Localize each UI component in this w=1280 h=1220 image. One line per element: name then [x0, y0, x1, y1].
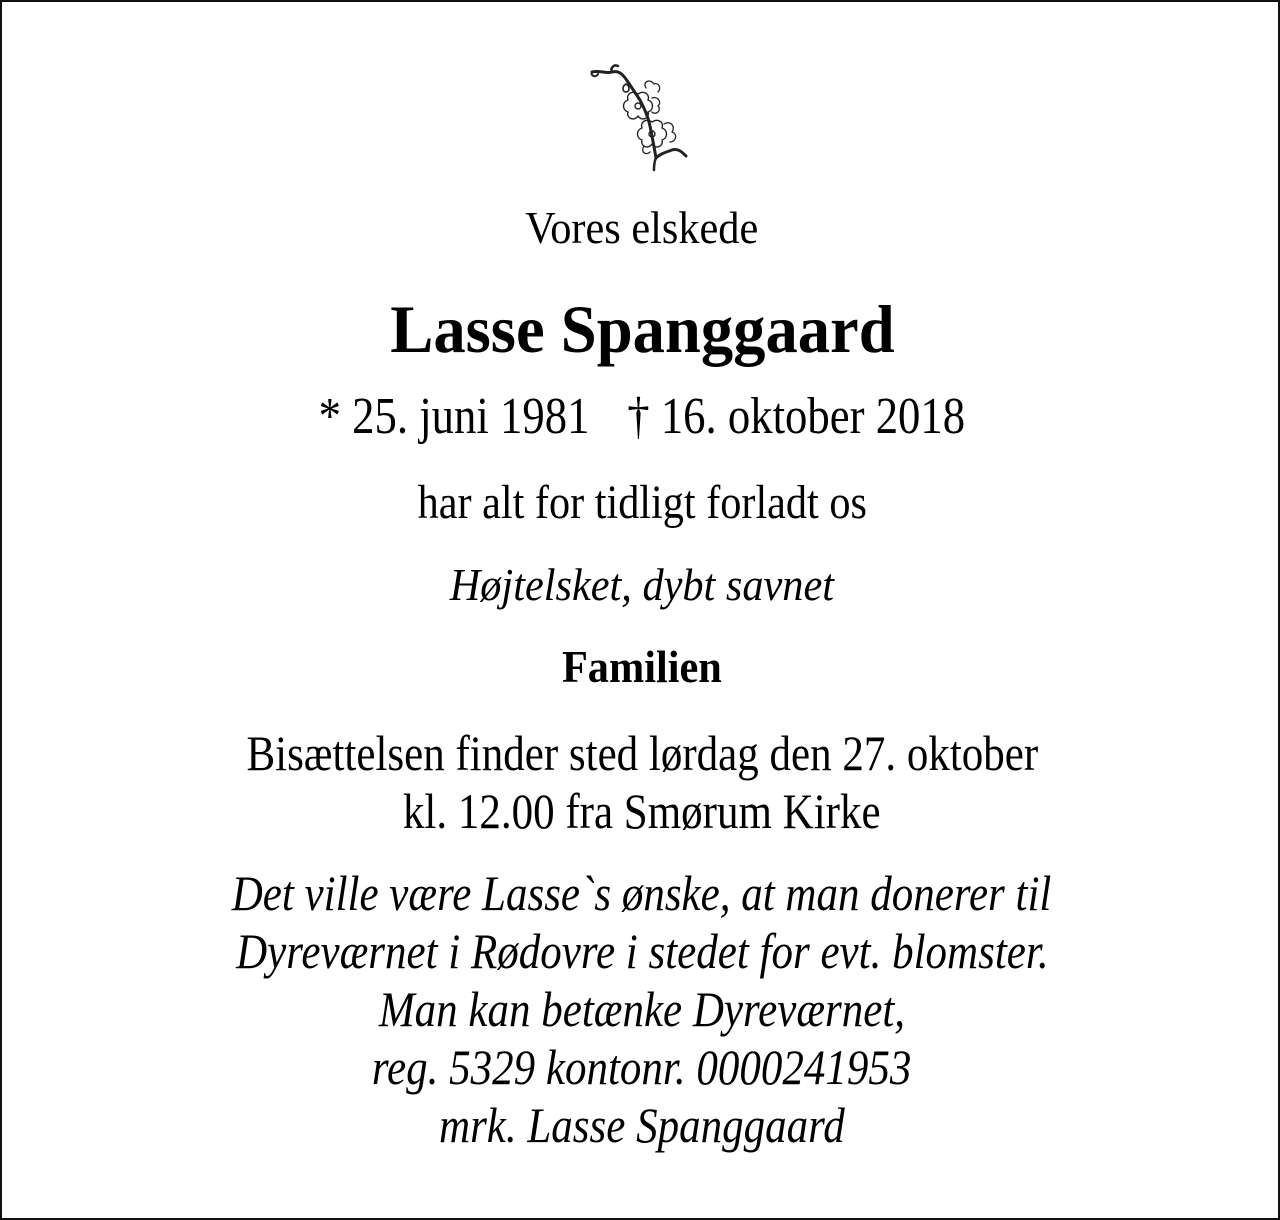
donation-line: reg. 5329 kontonr. 0000241953: [372, 1039, 912, 1095]
funeral-info: [2, 724, 1280, 840]
signed-by-label: Familien: [562, 641, 722, 692]
passed-away-text: [2, 474, 1280, 532]
donation-line: mrk. Lasse Spanggaard: [439, 1097, 845, 1153]
donation-line: Det ville være Lasse`s ønske, at man donerer til: [232, 865, 1052, 921]
birth-star-icon: *: [318, 388, 342, 445]
intro-text: [2, 200, 1280, 256]
signed-by: [2, 638, 1280, 696]
orchid-branch-icon: [586, 60, 702, 172]
intro-label: Vores elskede: [525, 202, 759, 253]
passed-away-label: har alt for tidligt forladt os: [417, 476, 867, 529]
donation-info: [2, 864, 1280, 1154]
birth-date: 25. juni 1981: [352, 388, 590, 445]
donation-line: Dyreværnet i Rødovre i stedet for evt. blomster.: [235, 923, 1049, 979]
life-dates: [2, 386, 1280, 448]
tribute-label: Højtelsket, dybt savnet: [449, 559, 835, 610]
funeral-line: Bisættelsen finder sted lørdag den 27. oktober: [246, 725, 1038, 781]
name-label: Lasse Spanggaard: [389, 291, 895, 367]
donation-line: Man kan betænke Dyreværnet,: [378, 981, 906, 1037]
death-cross-icon: †: [627, 388, 650, 445]
funeral-line: kl. 12.00 fra Smørum Kirke: [403, 783, 881, 839]
deceased-name: [2, 289, 1280, 369]
tribute-text: [2, 556, 1280, 614]
death-date: 16. oktober 2018: [660, 388, 966, 445]
